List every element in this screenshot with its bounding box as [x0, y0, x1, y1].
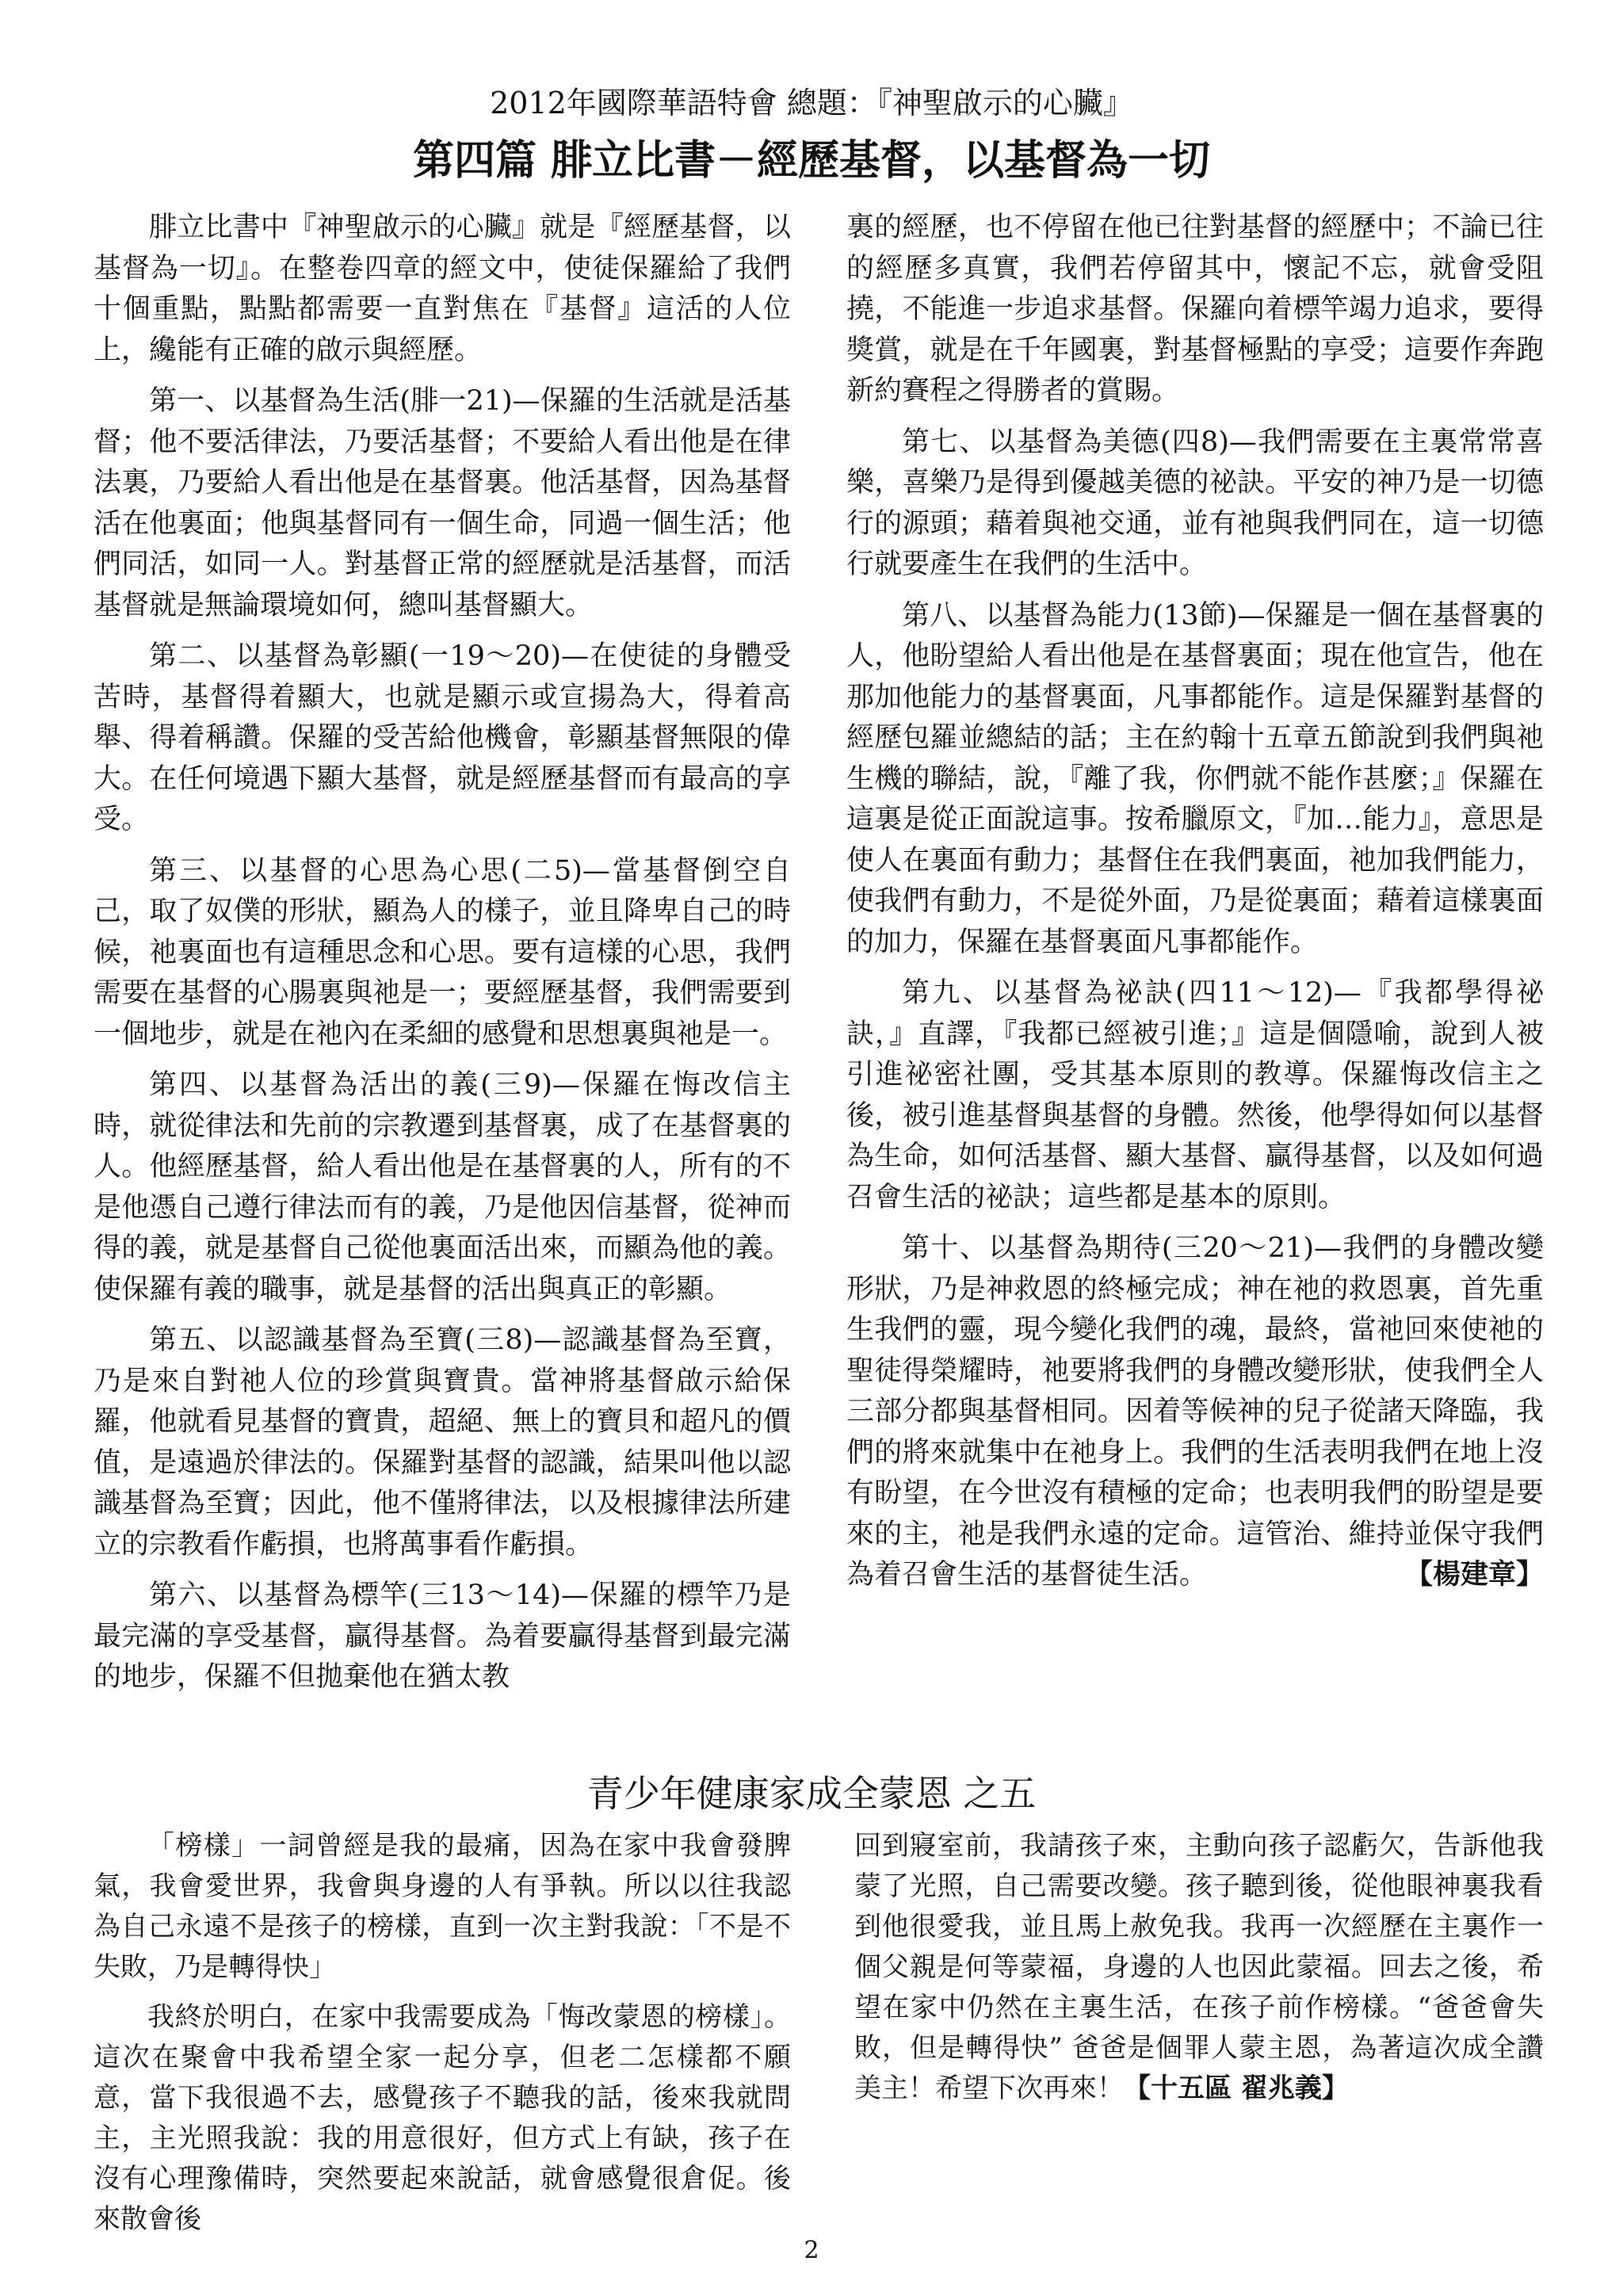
- paragraph: 第六、以基督為標竿(三13～14)—保羅的標竿乃是最完滿的享受基督，贏得基督。為着要贏得基督到最完滿的地步，保羅不但拋棄他在猶太教: [94, 1580, 791, 1693]
- testimony-left-column: [94, 1826, 791, 2249]
- section-title: 青少年健康家成全蒙恩 之五: [586, 1772, 1037, 1815]
- paragraph: 第七、以基督為美德(四8)—我們需要在主裏常常喜樂，喜樂乃是得到優越美德的祕訣。平安的神乃是一切德行的源頭；藉着與祂交通，並有祂與我們同在，這一切德行就要產生在我們的生活中。: [846, 426, 1544, 580]
- conference-header: 2012年國際華語特會 總題：『神聖啟示的心臟』: [490, 86, 1133, 120]
- paragraph: 腓立比書中『神聖啟示的心臟』就是『經歷基督，以基督為一切』。在整卷四章的經文中，使徒保羅給了我們十個重點，點點都需要一直對焦在『基督』這活的人位上，纔能有正確的啟示與經歷。: [94, 212, 791, 366]
- page-number: 2: [804, 2237, 819, 2264]
- testimony-right-column: [854, 1826, 1544, 2118]
- paragraph: 第八、以基督為能力(13節)—保羅是一個在基督裏的人，他盼望給人看出他是在基督裏面；現在他宣告，他在那加他能力的基督裏面，凡事都能作。這是保羅對基督的經歷包羅並總結的話；主在約翰十五章五節說到我們與祂生機的聯結，說，『離了我，你們就不能作甚麼；』保羅在這裏是從正面說這事。按希臘原文，『加…能力』，意思是使人在裏面有動力；基督住在我們裏面，祂加我們能力，使我們有動力，不是從外面，乃是從裏面；藉着這樣裏面的加力，保羅在基督裏面凡事都能作。: [846, 599, 1544, 958]
- article-left-column: [94, 208, 791, 1709]
- article-right-column: [846, 208, 1544, 1606]
- paragraph: 裏的經歷，也不停留在他已往對基督的經歷中；不論已往的經歷多真實，我們若停留其中，懷記不忘，就會受阻撓，不能進一步追求基督。保羅向着標竿竭力追求，要得獎賞，就是在千年國裏，對基督極點的享受；這要作奔跑新約賽程之得勝者的賞賜。: [846, 212, 1544, 407]
- paragraph-text: 第十、以基督為期待(三20～21)—我們的身體改變形狀，乃是神救恩的終極完成；神在祂的救恩裏，首先重生我們的靈，現今變化我們的魂，最終，當祂回來使祂的聖徒得榮耀時，祂要將我們的身體改變形狀，使我們全人三部分都與基督相同。因着等候神的兒子從諸天降臨，我們的將來就集中在祂身上。我們的生活表明我們在地上沒有盼望，在今世沒有積極的定命；也表明我們的盼望是要來的主，祂是我們永遠的定命。這管治、維持並保守我們為着召會生活的基督徒生活。: [846, 1232, 1544, 1591]
- paragraph: 第五、以認識基督為至寶(三8)—認識基督為至寶，乃是來自對祂人位的珍賞與寶貴。當神將基督啟示給保羅，他就看見基督的寶貴，超絕、無上的寶貝和超凡的價值，是遠過於律法的。保羅對基督的認識，結果叫他以認識基督為至寶；因此，他不僅將律法，以及根據律法所建立的宗教看作虧損，也將萬事看作虧損。: [94, 1324, 791, 1561]
- paragraph: 第二、以基督為彰顯(一19～20)—在使徒的身體受苦時，基督得着顯大，也就是顯示或宣揚為大，得着高舉、得着稱讚。保羅的受苦給他機會，彰顯基督無限的偉大。在任何境遇下顯大基督，就是經歷基督而有最高的享受。: [94, 640, 791, 835]
- author-signature: 【十五區 翟兆義】: [1124, 2073, 1349, 2104]
- article-title: 第四篇 腓立比書－經歷基督，以基督為一切: [412, 137, 1211, 185]
- paragraph: 「榜樣」一詞曾經是我的最痛，因為在家中我會發脾氣，我會愛世界，我會與身邊的人有爭執。所以以往我認為自己永遠不是孩子的榜樣，直到一次主對我說：「不是不失敗，乃是轉得快」: [94, 1830, 791, 1983]
- paragraph: [846, 1228, 1544, 1596]
- paragraph: 第四、以基督為活出的義(三9)—保羅在悔改信主時，就從律法和先前的宗教遷到基督裏，成了在基督裏的人。他經歷基督，給人看出他是在基督裏的人，所有的不是他憑自己遵行律法而有的義，乃是他因信基督，從神而得的義，就是基督自己從他裏面活出來，而顯為他的義。使保羅有義的職事，就是基督的活出與真正的彰顯。: [94, 1069, 791, 1305]
- paragraph: 第九、以基督為祕訣(四11～12)—『我都學得祕訣，』直譯，『我都已經被引進；』這是個隱喻，說到人被引進祕密社團，受其基本原則的教導。保羅悔改信主之後，被引進基督與基督的身體。然後，他學得如何以基督為生命，如何活基督、顯大基督、贏得基督，以及如何過召會生活的祕訣；這些都是基本的原則。: [846, 977, 1544, 1213]
- author-signature: 【楊建章】: [1404, 1559, 1544, 1591]
- paragraph: 我終於明白，在家中我需要成為「悔改蒙恩的榜樣」。這次在聚會中我希望全家一起分享，但老二怎樣都不願意，當下我很過不去，感覺孩子不聽我的話，後來我就問主，主光照我說：我的用意很好，但方式上有缺，孩子在沒有心理豫備時，突然要起來說話，就會感覺很倉促。後來散會後: [94, 2001, 791, 2235]
- paragraph-text: 回到寢室前，我請孩子來，主動向孩子認虧欠，告訴他我蒙了光照，自己需要改變。孩子聽到後，從他眼神裏我看到他很愛我，並且馬上赦免我。我再一次經歷在主裏作一個父親是何等蒙福，身邊的人也因此蒙福。回去之後，希望在家中仍然在主裏生活，在孩子前作榜樣。“爸爸會失敗，但是轉得快” 爸爸是個罪人蒙主恩，為著這次成全讚美主！希望下次再來！: [854, 1830, 1544, 2104]
- paragraph: 第三、以基督的心思為心思(二5)—當基督倒空自己，取了奴僕的形狀，顯為人的樣子，並且降卑自己的時候，祂裏面也有這種思念和心思。要有這樣的心思，我們需要在基督的心腸裏與祂是一；要經歷基督，我們需要到一個地步，就是在祂內在柔細的感覺和思想裏與祂是一。: [94, 854, 791, 1050]
- paragraph: [854, 1826, 1544, 2109]
- paragraph: 第一、以基督為生活(腓一21)—保羅的生活就是活基督；他不要活律法，乃要活基督；不要給人看出他是在律法裏，乃要給人看出他是在基督裏。他活基督，因為基督活在他裏面；他與基督同有一個生命，同過一個生活；他們同活，如同一人。對基督正常的經歷就是活基督，而活基督就是無論環境如何，總叫基督顯大。: [94, 385, 791, 621]
